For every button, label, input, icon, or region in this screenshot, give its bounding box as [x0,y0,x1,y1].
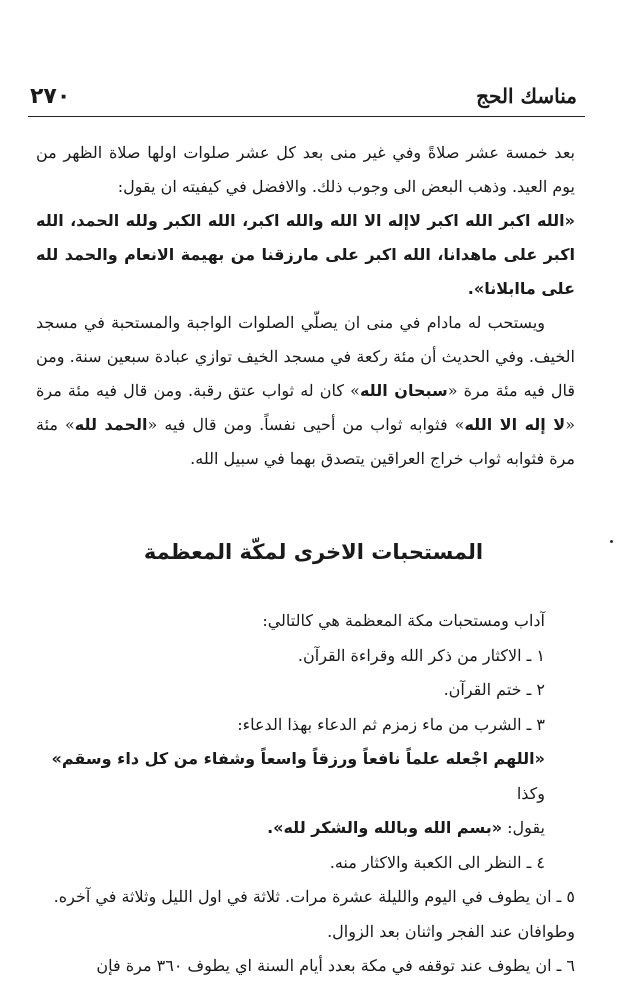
paragraph-2-text: ويستحب له مادام في منى ان يصلّي الصلوات الواجبة والمستحبة في مسجد الخيف. وفي الحديث أن مئة ركعة في مسجد الخيف توازي عبادة سبعين سنة. ومن قال فيه مئة مرة « [36,313,576,400]
tahmid-phrase: الحمد لله [74,415,148,434]
tahlil-phrase: لا إله الا الله [464,415,566,434]
dua-2-prefix: يقول: [502,818,545,837]
tasbih-phrase: سبحان الله [359,381,448,400]
page-number: ٢٧٠ [30,83,71,109]
list-item-3: ٣ ـ الشرب من ماء زمزم ثم الدعاء بهذا الدعاء: [237,714,545,734]
dua-2-line [36,811,575,846]
paragraph-2 [36,306,575,476]
list-item-1: ١ ـ الاكثار من ذكر الله وقراءة القرآن. [297,645,545,665]
list-item-5-cont: وطوافان عند الفجر واثنان بعد الزوال. [327,921,575,941]
dua-2-text: «بسم الله وبالله والشكر لله». [267,818,503,837]
header-rule [28,116,585,117]
dua-line [36,742,575,811]
list-intro: آداب ومستحبات مكة المعظمة هي كالتالي: [262,611,545,630]
paragraph-2-text-mid1: » كان له ثواب عتق رقبة. ومن قال فيه مئة مرة « [36,381,575,434]
margin-dot [610,540,613,543]
section-heading: المستحبات الاخرى لمكّة المعظمة [143,540,484,564]
page-header [30,82,577,110]
running-title: مناسك الحج [476,84,577,108]
list-item-4: ٤ ـ النظر الى الكعبة والاكثار منه. [329,852,545,872]
dua-after: وكذا [516,783,545,803]
takbir-text: «الله اكبر الله اكبر لاإله الا الله والله اكبر، الله الكبر ولله الحمد، الله اكبر على ماهدانا، الله اكبر على مارزقنا من بهيمة الانعام والحمد لله على ماابلانا». [36,211,575,298]
list-item-5: ٥ ـ ان يطوف في اليوم والليلة عشرة مرات. ثلاثة في اول الليل وثلاثة في آخره. [53,887,575,906]
paragraph-2-text-mid2: » فثوابه ثواب من أحيى نفساً. ومن قال فيه « [147,415,465,434]
list-item-6: ٦ ـ ان يطوف عند توقفه في مكة بعدد أيام السنة اي يطوف ٣٦٠ مرة فإن [96,956,575,975]
etiquette-list [36,604,575,984]
paragraph-2-text-end: » مئة مرة فثوابه ثواب خراج العراقين يتصدق بهما في سبيل الله. [36,415,575,468]
main-text [36,136,575,476]
dua-text: «اللهم اجْعله علماً نافعاً ورزقاً واسعاً وشفاء من كل داء وسقم» [51,749,545,768]
list-item-2: ٢ ـ ختم القرآن. [443,680,545,699]
paragraph-1: بعد خمسة عشر صلاةً وفي غير منى بعد كل عشر صلوات اولها صلاة الظهر من يوم العيد. وذهب البعض الى وجوب ذلك. والافضل في كيفيته ان يقول: [36,143,576,196]
